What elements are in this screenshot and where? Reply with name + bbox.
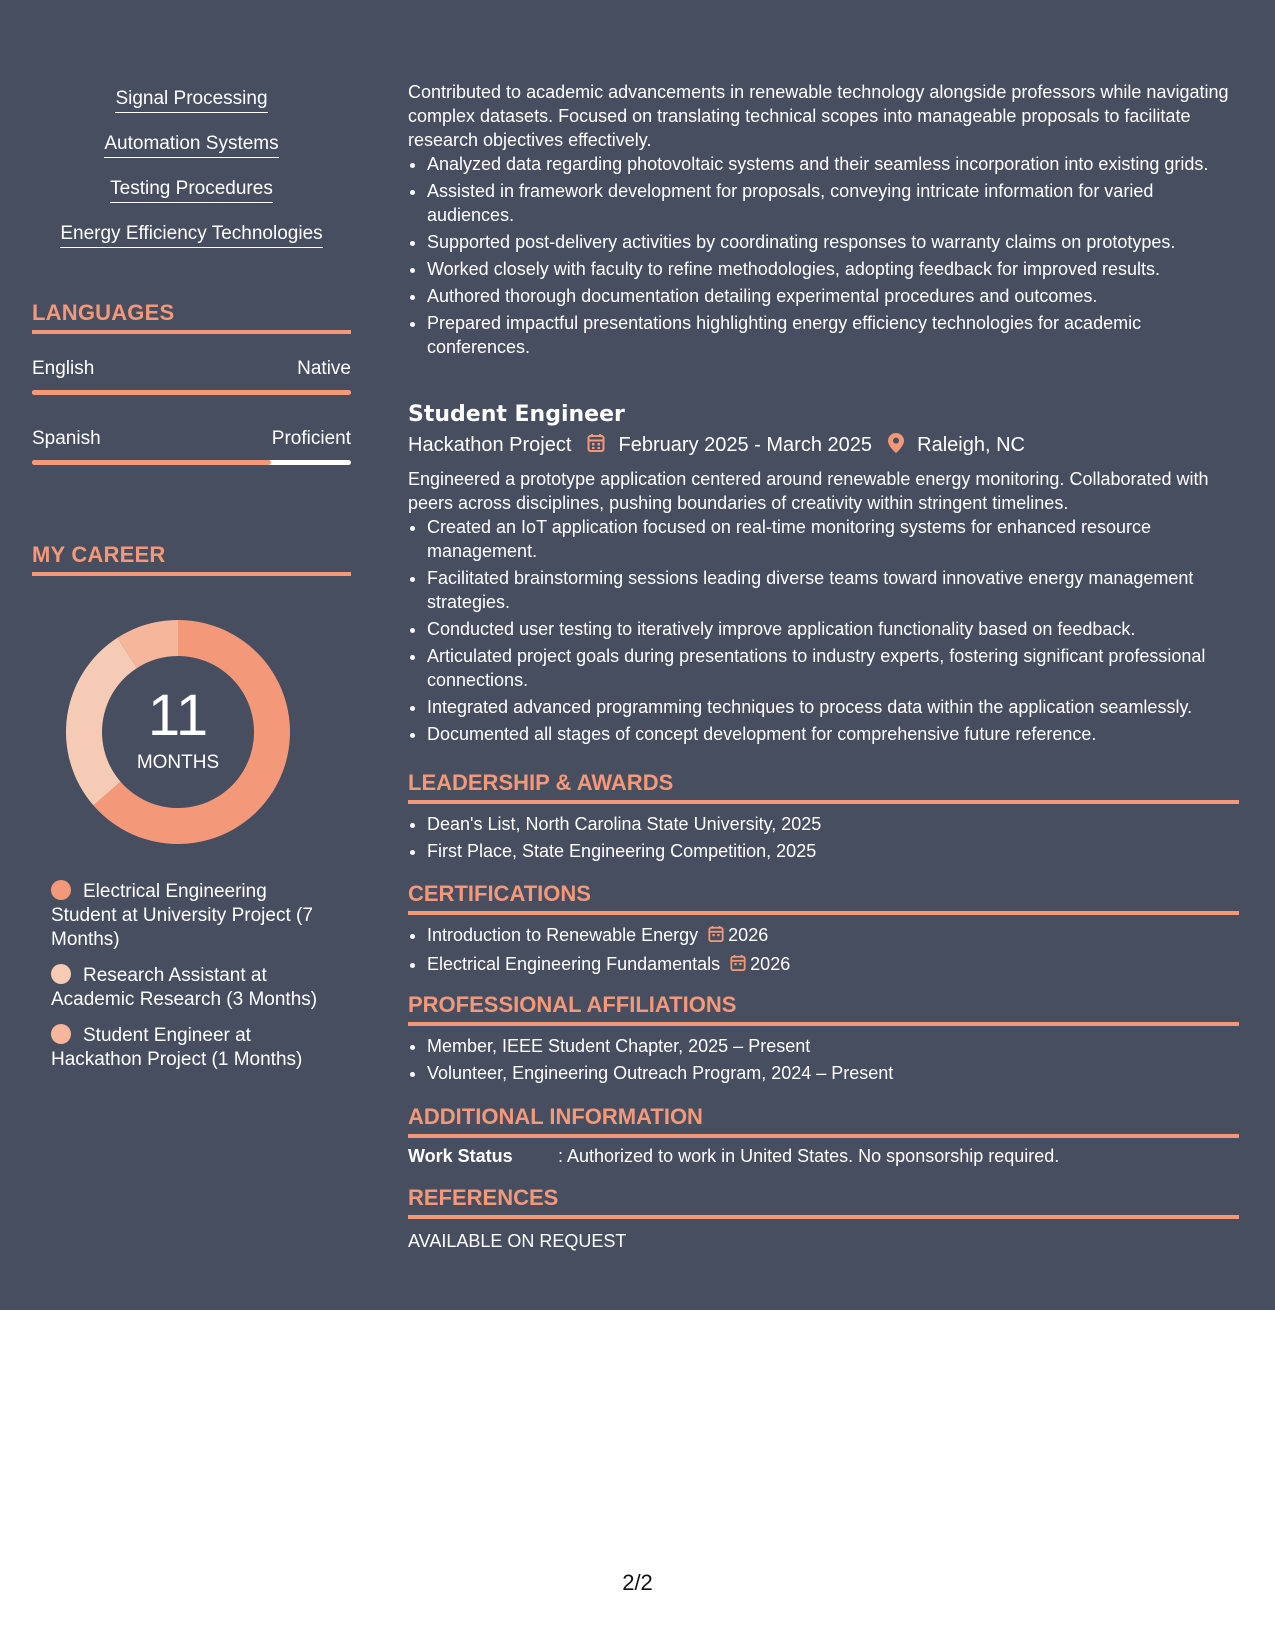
additional-info-section xyxy=(408,1104,1239,1167)
legend-dot-icon xyxy=(51,1024,71,1044)
legend-label: Student Engineer at Hackathon Project (1 Months) xyxy=(51,1025,303,1070)
certification-item xyxy=(427,952,1239,978)
bullet-item: • Assisted in framework development for proposals, conveying intricate information for varied audiences. xyxy=(427,179,1239,227)
additional-info-heading: ADDITIONAL INFORMATION xyxy=(408,1104,1239,1138)
calendar-icon xyxy=(587,433,605,461)
donut-center xyxy=(66,620,290,844)
job-description: Contributed to academic advancements in renewable technology alongside professors while navigating complex datasets. Focused on translating technical scopes into manageable proposals to facilitate research objectives effectively. xyxy=(408,82,1229,150)
calendar-icon xyxy=(708,925,724,949)
language-bar xyxy=(32,460,351,465)
work-status-row xyxy=(408,1146,1239,1167)
bullet-item: • Volunteer, Engineering Outreach Program, 2024 – Present xyxy=(427,1061,1239,1085)
job-meta xyxy=(408,431,1239,461)
certification-year: 2026 xyxy=(750,954,791,974)
language-name: Spanish xyxy=(32,428,101,449)
work-status-label: Work Status xyxy=(408,1146,513,1166)
bullet-item: • Supported post-delivery activities by coordinating responses to warranty claims on prototypes. xyxy=(427,230,1239,254)
bullet-item: • Documented all stages of concept development for comprehensive future reference. xyxy=(427,722,1239,746)
certification-name: Electrical Engineering Fundamentals xyxy=(427,954,721,974)
career-heading: MY CAREER xyxy=(32,542,351,576)
skills-list xyxy=(32,86,351,266)
career-total-months: 11 xyxy=(147,683,209,748)
certification-year: 2026 xyxy=(728,925,769,945)
job-location: Raleigh, NC xyxy=(917,434,1025,456)
job-description: Engineered a prototype application centered around renewable energy monitoring. Collaborated with peers across disciplines, pushing boundaries of creativity within stringent timelines. xyxy=(408,469,1209,513)
bullet-item: • Created an IoT application focused on real-time monitoring systems for enhanced resource management. xyxy=(427,515,1239,563)
legend-label: Research Assistant at Academic Research (3 Months) xyxy=(51,965,318,1010)
affiliations-section xyxy=(408,992,1239,1088)
references-heading: REFERENCES xyxy=(408,1185,1239,1219)
language-level: Native xyxy=(297,358,351,379)
job-title: Student Engineer xyxy=(408,402,625,427)
bullet-item: • Conducted user testing to iteratively improve application functionality based on feedback. xyxy=(427,617,1239,641)
affiliations-list xyxy=(408,1034,1239,1085)
skill-link[interactable]: Signal Processing xyxy=(115,86,267,113)
certifications-list xyxy=(408,923,1239,978)
page-number: 2/2 xyxy=(622,1570,653,1595)
language-name: English xyxy=(32,358,95,379)
bullet-item: • Worked closely with faculty to refine methodologies, adopting feedback for improved results. xyxy=(427,257,1239,281)
languages-heading: LANGUAGES xyxy=(32,300,351,334)
bullet-item: • Integrated advanced programming techniques to process data within the application seamlessly. xyxy=(427,695,1239,719)
skill-link[interactable]: Energy Efficiency Technologies xyxy=(60,221,322,248)
language-level: Proficient xyxy=(271,428,351,449)
certification-item xyxy=(427,923,1239,949)
leadership-section xyxy=(408,770,1239,866)
references-section xyxy=(408,1185,1239,1252)
career-total-unit: MONTHS xyxy=(136,752,220,773)
student-engineer-section xyxy=(408,402,1239,749)
research-assistant-section xyxy=(408,80,1239,362)
location-pin-icon xyxy=(888,433,904,461)
legend-dot-icon xyxy=(51,880,71,900)
language-bar-fill xyxy=(32,390,351,395)
bullet-item: • First Place, State Engineering Competition, 2025 xyxy=(427,839,1239,863)
bullet-item: • Facilitated brainstorming sessions leading diverse teams toward innovative energy management strategies. xyxy=(427,566,1239,614)
legend-item xyxy=(51,880,321,952)
career-donut-chart xyxy=(66,620,290,844)
bullet-item: • Analyzed data regarding photovoltaic systems and their seamless incorporation into existing grids. xyxy=(427,152,1239,176)
job-dates: February 2025 - March 2025 xyxy=(618,434,873,456)
language-bar-fill xyxy=(32,460,271,465)
language-bar xyxy=(32,390,351,395)
certification-name: Introduction to Renewable Energy xyxy=(427,925,699,945)
skill-link[interactable]: Automation Systems xyxy=(104,131,278,158)
bullet-item: • Articulated project goals during presentations to industry experts, fostering significant professional connections. xyxy=(427,644,1239,692)
bullet-item: • Authored thorough documentation detailing experimental procedures and outcomes. xyxy=(427,284,1239,308)
calendar-icon xyxy=(730,954,746,978)
company-name: Hackathon Project xyxy=(408,434,572,456)
legend-dot-icon xyxy=(51,964,71,984)
leadership-heading: LEADERSHIP & AWARDS xyxy=(408,770,1239,804)
bullet-item: • Dean's List, North Carolina State University, 2025 xyxy=(427,812,1239,836)
references-text: AVAILABLE ON REQUEST xyxy=(408,1231,627,1251)
certifications-heading: CERTIFICATIONS xyxy=(408,881,1239,915)
affiliations-heading: PROFESSIONAL AFFILIATIONS xyxy=(408,992,1239,1026)
legend-item xyxy=(51,1024,321,1072)
work-status-value: : Authorized to work in United States. No sponsorship required. xyxy=(558,1146,1060,1166)
bullet-item: • Member, IEEE Student Chapter, 2025 – Present xyxy=(427,1034,1239,1058)
career-legend xyxy=(51,880,321,1084)
certifications-section xyxy=(408,881,1239,981)
job-bullets xyxy=(408,515,1239,746)
bullet-item: • Prepared impactful presentations highlighting energy efficiency technologies for academic conferences. xyxy=(427,311,1239,359)
job-bullets xyxy=(408,152,1239,359)
legend-label: Electrical Engineering Student at University Project (7 Months) xyxy=(51,881,313,950)
skill-link[interactable]: Testing Procedures xyxy=(110,176,273,203)
leadership-list xyxy=(408,812,1239,863)
legend-item xyxy=(51,964,321,1012)
